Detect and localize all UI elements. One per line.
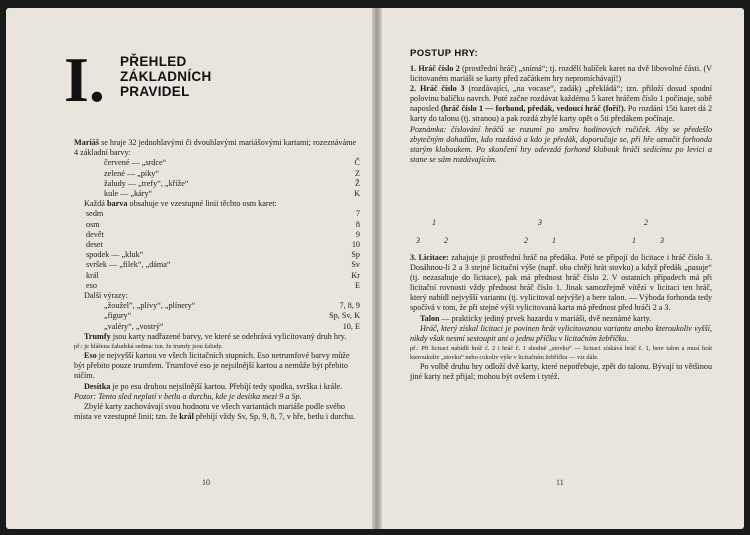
chapter-title-line: ZÁKLADNÍCH: [120, 69, 212, 84]
right-body-text: [410, 64, 712, 165]
zbyle-paragraph: Zbylé karty zachovávají svou hodnotu ve všech variantách mariáše podle svého místa ve vzestupné linii; tzn. že král přebíjí vždy Sv, Sp, 9, 8, 7, v hře, betlu i durchu.: [74, 402, 355, 422]
final-paragraph: Po volbě druhu hry odloží dvě karty, které nepotřebuje, zpět do talonu. Bývají to většinou jiné karty než přijal; mohou být ovšem i tytéž.: [410, 361, 712, 381]
page-number: 11: [556, 478, 564, 487]
poznamka-note: Poznámka: číslování hráčů se rozumí po směru hodinových ručiček. Aby se předešlo zbytečným dohadům, kdo rozdává a kdo je předák, doporučuje se, při hře označit forhonda starým kloboukem. Po skončení hry odevzdá forhond klobouk hráči sedícímu po levici a stane se sám rozdávajícím.: [410, 124, 712, 164]
diagram-number: 1: [552, 236, 556, 245]
suit-row: zelené — „piky“ Z: [104, 168, 360, 178]
diagram-number: 3: [538, 218, 542, 227]
right-body-text-lower: [410, 253, 712, 382]
desitka-paragraph: Desítka je po esu druhou nejsilnější kartou. Přebíjí tedy spodka, svrška i krále.: [84, 381, 343, 391]
card-row: král Kr: [86, 270, 360, 280]
card-row: deset 10: [86, 240, 360, 250]
trumfy-paragraph: Trumfy jsou karty nadřazené barvy, ve které se odehrává vylicitovaný druh hry.: [84, 331, 347, 341]
diagram-number: 2: [524, 236, 528, 245]
card-row: devět 9: [86, 229, 360, 239]
term-row: „valéry“, „vostrý“ 10, E: [104, 321, 360, 331]
diagram-number: 3: [416, 236, 420, 245]
term-row: „žouželˮ, „plívy“, „plínery“ 7, 8, 9: [104, 301, 360, 311]
example-note: př.: je hlášena žaludská sedma: tzn. že trumfy jsou žaludy.: [74, 343, 223, 351]
book-gutter: [372, 8, 382, 529]
term-row: „figury“ Sp, Sv, K: [104, 311, 360, 321]
other-terms-heading: Další výrazy:: [84, 291, 128, 301]
pozor-note: Pozor: Tento sled neplatí v betlu a durchu, kde je desítka mezi 9 a Sp.: [74, 391, 302, 401]
right-page: [384, 8, 736, 529]
chapter-numeral: I.: [64, 44, 105, 115]
chapter-title: [120, 54, 212, 99]
step-2-paragraph: 2. Hráč číslo 3 (rozdávající, „na vocase“, zadák) „překládá“; tzn. přiloží dosud spodní polovinu balíčku navrch. Poté začne rozdávat každému 5 karet hráčem číslo 1 počínaje, sobě naposled (hráč číslo 1 — forhond, předák, vedoucí hráč (foří!). Po rozdání 15ti karet dá 2 karty do talonu (tj. stranou) a pak rozdá zbylé karty opět o 5ti předákem počínaje.: [410, 84, 713, 124]
step-3-paragraph: 3. Licitace: zahajuje ji prostřední hráč na předáka. Poté se připojí do licitace i hráč číslo 3. Dosáhnou-li 2 a 3 stejné licitační výše (např. oba chtějí hrát stovku) a když předák „pasuje“ (tj. nezasahuje do licitace), pak má přednost hráč číslo 2. V ostatních případech má při licitační rovnosti vždy přednost hráč číslo 1. Jinak samozřejmě vítězí v licitaci ten hráč, který nabídl nejvyšší variantu (tj. vylicitoval nejvýše) a bere talon. — Výhoda forhonda tedy spočívá v tom, že při stejné výši vylicitovaná karta má přednost před hráči 2 a 3.: [410, 253, 712, 313]
diagram-number: 2: [444, 236, 448, 245]
page-number: 10: [202, 478, 210, 487]
card-row: eso E: [86, 280, 360, 290]
card-row: svršek — „filek“, „dáma“ Sv: [86, 260, 360, 270]
suit-row: červené — „srdce“ Č: [104, 158, 360, 168]
diagram-number: 2: [644, 218, 648, 227]
card-row: sedm 7: [86, 209, 360, 219]
diagram-number: 1: [632, 236, 636, 245]
diagram-number: 1: [432, 218, 436, 227]
eso-paragraph: Eso je nejvyšší kartou ve všech licitačních stupních. Eso netrumfové barvy může být přebito pouze trumfem. Trumfové eso je nejsilnější kartou a nemůže být přebito ničím.: [74, 351, 350, 381]
suit-row: kule — „káry“ K: [104, 189, 360, 199]
chapter-title-line: PŘEHLED: [120, 54, 187, 69]
section-title: POSTUP HRY:: [410, 48, 479, 59]
suit-row: žaludy — „trefy“, „kříže“ Ž: [104, 178, 360, 188]
term-mariash: Mariáš: [74, 138, 100, 147]
chapter-title-line: PRAVIDEL: [120, 84, 190, 99]
left-page: [14, 8, 370, 529]
left-body-text: [74, 138, 360, 422]
step-1-paragraph: 1. Hráč číslo 2 (prostřední hráč) „snímá“; tj. rozdělí balíček karet na dvě libovolné části. (V licitovaném mariáši se karty před začátkem hry nepromíchávají!): [410, 64, 712, 84]
player-order-diagram: [410, 218, 712, 258]
diagram-number: 3: [660, 236, 664, 245]
example-note: př.: Při licitaci nabídli hráč č. 2 i hráč č. 1 shodně „stovku“ — licitaci získává hráč č. 1, bere talon a musí hrát kteroukoliv „stovku“ nebo cokoliv výše v licitačním žebříčku — viz dále.: [410, 344, 712, 361]
card-row: osm 8: [86, 219, 360, 229]
hrac-note: Hráč, který získal licitaci je povinen hrát vylicitovanou variantu anebo kteroukoliv vyšší, nikdy však nesmí sestoupit ani o jednu příčku v licitačním žebříčku.: [410, 323, 712, 343]
card-row: spodek — „kluk“ Sp: [86, 250, 360, 260]
intro-paragraph: Mariáš se hraje 32 jednohlavými či dvouhlavými mariášovými kartami; rozeznáváme 4 základní barvy:: [74, 138, 357, 158]
barva-paragraph: Každá barva obsahuje ve vzestupné linii těchto osm karet:: [84, 199, 277, 209]
talon-paragraph: Talon — prakticky jediný prvek hazardu v mariáši, dvě neznámé karty.: [420, 313, 652, 323]
